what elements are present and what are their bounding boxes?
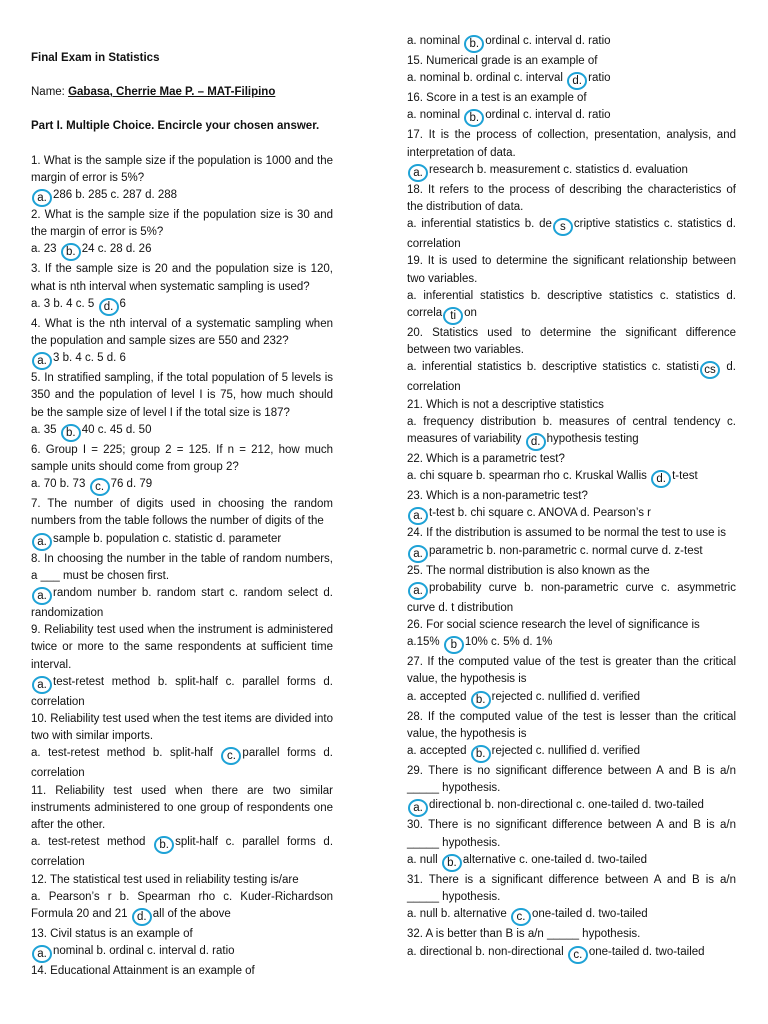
question-9: 9. Reliability test used when the instrument is administered twice or more to the same respondents at sufficient time interval. <box>31 624 333 671</box>
question-31: 31. There is a significant difference between A and B is a/n _____ hypothesis. <box>407 873 736 904</box>
answer-circle: c. <box>568 946 588 964</box>
question-3: 3. If the sample size is 20 and the population size is 120, what is nth interval when systematic sampling is used? <box>31 263 333 293</box>
answer-circle: cs <box>700 361 720 379</box>
answer-circle: b. <box>61 243 81 261</box>
question-19: 19. It is used to determine the significant relationship between two variables. <box>407 255 736 285</box>
answer-options: split-half c. parallel forms d. correlation <box>31 836 334 869</box>
answer-12 <box>31 889 333 926</box>
answer-options: t-test <box>672 470 698 483</box>
answer-options: 40 c. 45 d. 50 <box>81 423 152 436</box>
answer-circle: a. <box>32 945 52 963</box>
answer-pre: a. test-retest method <box>31 836 146 849</box>
answer-18 <box>407 216 736 253</box>
answer-pre: a. Pearson’s r b. Spearman rho c. Kuder-Richardson Formula 20 and 21 <box>31 890 333 920</box>
answer-15 <box>407 70 736 90</box>
answer-pre: a.15% <box>407 636 440 649</box>
student-name: Gabasa, Cherrie Mae P. – MAT-Filipino <box>68 86 276 99</box>
answer-pre: a. nominal <box>407 109 461 122</box>
answer-pre: a. 70 b. 73 <box>31 478 86 491</box>
answer-9 <box>31 674 333 711</box>
answer-options: ordinal c. interval d. ratio <box>485 35 611 47</box>
answer-options: 10% c. 5% d. 1% <box>464 636 553 649</box>
question-20: 20. Statistics used to determine the significant difference between two variables. <box>407 327 736 357</box>
name-label: Name: <box>31 86 69 99</box>
answer-options: 3 b. 4 c. 5 d. 6 <box>53 352 126 365</box>
answer-20 <box>407 359 736 396</box>
question-17: 17. It is the process of collection, presentation, analysis, and interpretation of data. <box>407 129 736 159</box>
question-26: 26. For social science research the level of significance is <box>407 619 700 632</box>
name-line <box>31 84 333 101</box>
answer-25 <box>407 580 736 617</box>
answer-4 <box>31 350 333 370</box>
question-29: 29. There is no significant difference between A and B is a/n _____ hypothesis. <box>407 765 736 795</box>
answer-pre: a. inferential statistics b. descriptive statistics c. statisti <box>407 361 699 374</box>
answer-options: ordinal c. interval d. ratio <box>485 109 611 122</box>
question-18: 18. It refers to the process of describing the characteristics of the distribution of data. <box>407 183 736 214</box>
answer-16 <box>407 107 736 127</box>
answer-options: directional b. non-directional c. one-tailed d. two-tailed <box>429 799 704 812</box>
answer-3 <box>31 296 333 316</box>
answer-pre: a. test-retest method b. split-half <box>31 747 213 760</box>
answer-circle: c. <box>511 908 531 926</box>
answer-circle: b. <box>471 745 491 763</box>
question-30: 30. There is no significant difference between A and B is a/n _____ hypothesis. <box>407 819 736 849</box>
answer-circle: a. <box>408 164 428 182</box>
answer-7 <box>31 531 333 551</box>
answer-options: 286 b. 285 c. 287 d. 288 <box>53 189 178 202</box>
question-13: 13. Civil status is an example of <box>31 927 193 940</box>
question-23: 23. Which is a non-parametric test? <box>407 490 588 503</box>
answer-options: alternative c. one-tailed d. two-tailed <box>462 853 647 866</box>
left-column <box>31 0 333 980</box>
answer-23 <box>407 505 736 525</box>
answer-options: probability curve b. non-parametric curve c. asymmetric curve d. t distribution <box>407 581 736 614</box>
answer-2 <box>31 241 333 261</box>
answer-circle: b. <box>61 424 81 442</box>
answer-options: 76 d. 79 <box>110 478 153 491</box>
answer-options: t-test b. chi square c. ANOVA d. Pearson’s r <box>429 507 652 520</box>
answer-27 <box>407 689 736 709</box>
answer-6 <box>31 476 333 496</box>
answer-options: 24 c. 28 d. 26 <box>81 243 152 256</box>
question-22: 22. Which is a parametric test? <box>407 453 565 466</box>
answer-circle: d. <box>99 298 119 316</box>
answer-options: random number b. random start c. random select d. randomization <box>31 587 333 620</box>
answer-options: one-tailed d. two-tailed <box>588 945 705 958</box>
answer-pre: a. nominal <box>407 35 461 47</box>
answer-pre: a. 23 <box>31 243 57 256</box>
answer-pre: a. null <box>407 853 438 866</box>
answer-pre: a. null b. alternative <box>407 908 507 921</box>
answer-options: research b. measurement c. statistics d. evaluation <box>429 163 688 176</box>
answer-options: rejected c. nullified d. verified <box>491 690 640 703</box>
answer-pre: a. accepted <box>407 745 467 758</box>
answer-circle: c. <box>221 747 241 765</box>
right-column <box>407 0 736 964</box>
answer-circle: b <box>444 636 464 654</box>
answer-pre: a. chi square b. spearman rho c. Kruskal Wallis <box>407 470 647 483</box>
answer-28 <box>407 743 736 763</box>
answer-circle: c. <box>90 478 110 496</box>
question-27: 27. If the computed value of the test is greater than the critical value, the hypothesis is <box>407 656 736 686</box>
question-12: 12. The statistical test used in reliability testing is/are <box>31 873 299 886</box>
answer-pre: a. accepted <box>407 690 467 703</box>
question-8: 8. In choosing the number in the table of random numbers, a ___ must be chosen first. <box>31 552 333 582</box>
answer-10 <box>31 745 333 782</box>
answer-pre: a. directional b. non-directional <box>407 945 564 958</box>
answer-13 <box>31 943 333 963</box>
answer-circle: a. <box>408 582 428 600</box>
answer-circle: d. <box>651 470 671 488</box>
answer-circle: a. <box>32 676 52 694</box>
answer-17 <box>407 162 736 182</box>
answer-circle: a. <box>32 189 52 207</box>
question-32: 32. A is better than B is a/n _____ hypothesis. <box>407 928 641 941</box>
part-instruction: Part I. Multiple Choice. Encircle your chosen answer. <box>31 120 320 133</box>
answer-pre: a. nominal b. ordinal c. interval <box>407 72 563 85</box>
answer-options: criptive statistics c. statistics d. correlation <box>407 218 736 251</box>
answer-pre: a. frequency distribution b. measures of central tendency c. measures of variability <box>407 415 736 446</box>
question-25: 25. The normal distribution is also known as the <box>407 564 650 577</box>
answer-21 <box>407 414 736 451</box>
answer-options: rejected c. nullified d. verified <box>491 745 640 758</box>
answer-options: test-retest method b. split-half c. parallel forms d. correlation <box>31 675 333 708</box>
exam-title: Final Exam in Statistics <box>31 52 160 64</box>
answer-circle: a. <box>32 533 52 551</box>
question-6: 6. Group I = 225; group 2 = 125. If n = 212, how much sample units should come from group 2? <box>31 443 333 474</box>
answer-circle: a. <box>32 352 52 370</box>
answer-pre: a. 3 b. 4 c. 5 <box>31 297 95 310</box>
answer-29 <box>407 797 736 817</box>
answer-circle: b. <box>464 35 484 53</box>
question-28: 28. If the computed value of the test is lesser than the critical value, the hypothesis is <box>407 710 736 740</box>
answer-options: d. correlation <box>407 361 736 394</box>
answer-circle: a. <box>408 545 428 563</box>
answer-14 <box>407 33 736 53</box>
question-15: 15. Numerical grade is an example of <box>407 55 598 67</box>
answer-options: 6 <box>119 297 126 310</box>
answer-circle: b. <box>442 854 462 872</box>
answer-circle: b. <box>154 836 174 854</box>
question-2: 2. What is the sample size if the population size is 30 and the margin of error is 5%? <box>31 209 333 239</box>
answer-30 <box>407 852 736 872</box>
answer-options: all of the above <box>152 907 231 920</box>
answer-5 <box>31 422 333 442</box>
question-24: 24. If the distribution is assumed to be normal the test to use is <box>407 527 726 540</box>
answer-options: parametric b. non-parametric c. normal curve d. z-test <box>429 544 703 557</box>
answer-8 <box>31 585 333 622</box>
answer-circle: s <box>553 218 573 236</box>
answer-11 <box>31 834 333 871</box>
answer-circle: d. <box>567 72 587 90</box>
question-14: 14. Educational Attainment is an example of <box>31 965 255 978</box>
answer-options: parallel forms d. correlation <box>31 747 334 780</box>
answer-circle: d. <box>132 908 152 926</box>
question-21: 21. Which is not a descriptive statistics <box>407 398 604 411</box>
question-4: 4. What is the nth interval of a systematic sampling when the population and sample sizes are 550 and 232? <box>31 317 333 348</box>
question-16: 16. Score in a test is an example of <box>407 92 587 105</box>
answer-22 <box>407 468 736 488</box>
question-5: 5. In stratified sampling, if the total population of 5 levels is 350 and the population of level I is 75, how much should be the sample size of level I if the total size is 187? <box>31 372 333 419</box>
answer-26 <box>407 634 736 654</box>
answer-pre: a. inferential statistics b. de <box>407 218 552 231</box>
answer-options: hypothesis testing <box>546 433 639 446</box>
answer-options: nominal b. ordinal c. interval d. ratio <box>53 945 235 958</box>
answer-circle: d. <box>526 433 546 451</box>
answer-options: ratio <box>588 72 611 85</box>
answer-circle: a. <box>32 587 52 605</box>
answer-19 <box>407 288 736 325</box>
question-1: 1. What is the sample size if the population is 1000 and the margin of error is 5%? <box>31 154 333 184</box>
question-10: 10. Reliability test used when the test items are divided into two with similar imports. <box>31 713 333 743</box>
answer-32 <box>407 944 736 964</box>
answer-circle: ti <box>443 307 463 325</box>
answer-24 <box>407 543 736 563</box>
answer-options: on <box>464 307 477 320</box>
answer-31 <box>407 906 736 926</box>
answer-circle: b. <box>464 109 484 127</box>
answer-1 <box>31 187 333 207</box>
question-11: 11. Reliability test used when there are two similar instruments administered to one group of respondents one after the other. <box>31 784 333 832</box>
answer-options: one-tailed d. two-tailed <box>531 908 648 921</box>
answer-pre: a. 35 <box>31 423 57 436</box>
answer-options: sample b. population c. statistic d. parameter <box>53 532 282 545</box>
answer-circle: a. <box>408 799 428 817</box>
answer-pre: a. inferential statistics b. descriptive statistics c. statistics d. correla <box>407 289 736 320</box>
question-7: 7. The number of digits used in choosing the random numbers from the table follows the number of digits of the <box>31 498 333 528</box>
answer-circle: a. <box>408 507 428 525</box>
answer-circle: b. <box>471 691 491 709</box>
